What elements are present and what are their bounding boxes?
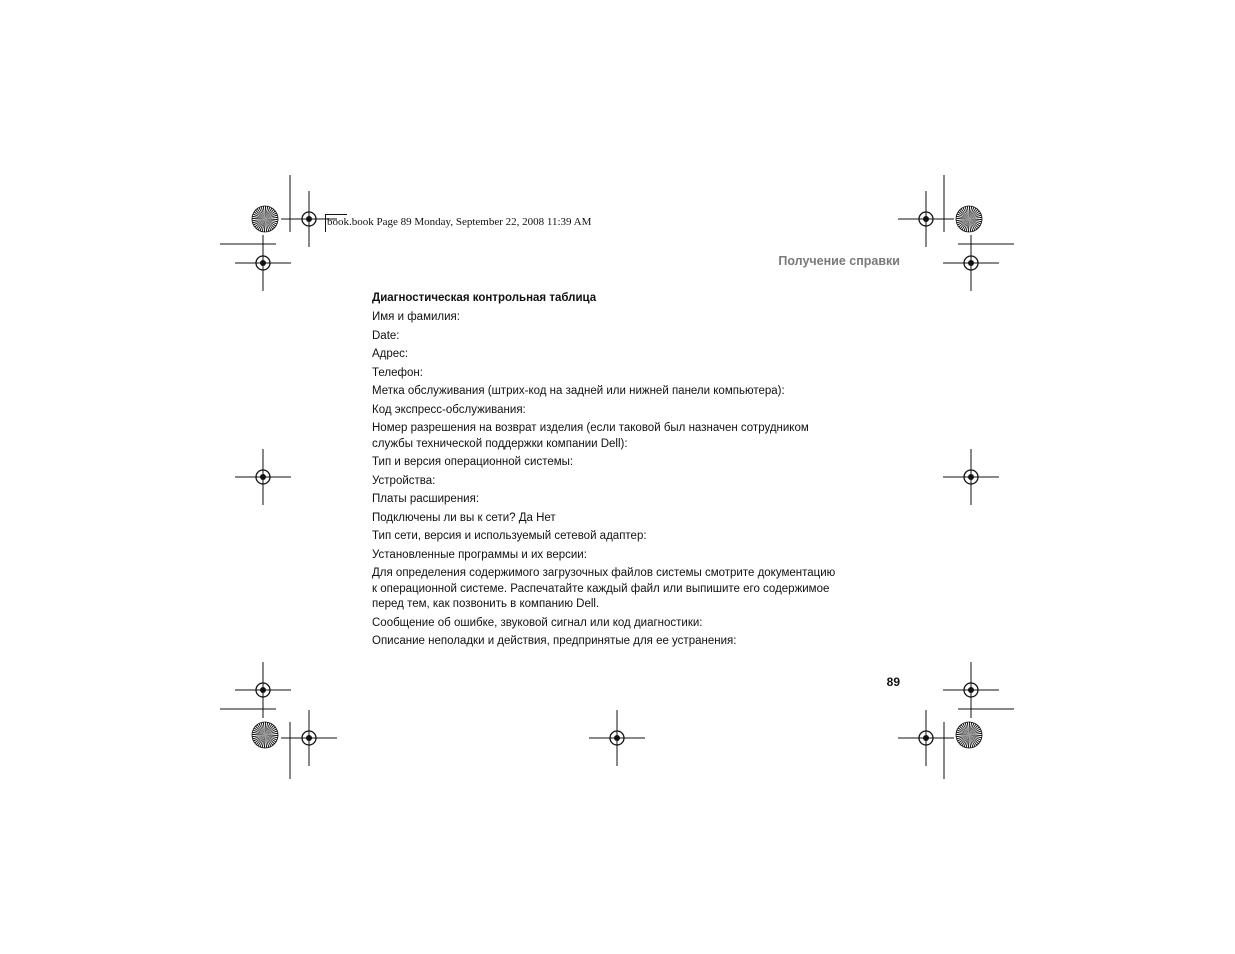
checklist-field: Сообщение об ошибке, звуковой сигнал или код диагностики:: [372, 616, 703, 629]
slug-line: book.book Page 89 Monday, September 22, 2008 11:39 AM: [327, 216, 592, 228]
checklist-field: Тип и версия операционной системы:: [372, 456, 574, 468]
checklist-field: Тип сети, версия и используемый сетевой адаптер:: [372, 530, 647, 542]
checklist-field: Номер разрешения на возврат изделия (если таковой был назначен сотрудником службы технической поддержки компании Dell):: [372, 422, 809, 450]
checklist-field: Адрес:: [372, 348, 409, 360]
registration-starburst-icon: [252, 206, 278, 232]
checklist-field: Устройства:: [372, 474, 436, 487]
checklist-field: Описание неполадки и действия, предпринятые для ее устранения:: [372, 635, 737, 647]
registration-crosshair-icon: [943, 662, 999, 718]
diagnostic-checklist: [372, 291, 872, 653]
checklist-field: Имя и фамилия:: [372, 311, 460, 323]
registration-crosshair-icon: [281, 710, 337, 766]
registration-crosshair-icon: [898, 710, 954, 766]
checklist-fields: [372, 310, 872, 650]
checklist-field: Date:: [372, 329, 400, 342]
checklist-field: Код экспресс-обслуживания:: [372, 403, 526, 416]
registration-crosshair-icon: [235, 235, 291, 291]
checklist-field: Метка обслуживания (штрих-код на задней или нижней панели компьютера):: [372, 385, 785, 397]
registration-crosshair-icon: [898, 191, 954, 247]
checklist-field: Телефон:: [372, 366, 423, 379]
registration-starburst-icon: [956, 722, 982, 748]
running-head: Получение справки: [778, 254, 900, 268]
checklist-title: Диагностическая контрольная таблица: [372, 292, 597, 304]
registration-crosshair-icon: [943, 449, 999, 505]
checklist-field: Для определения содержимого загрузочных файлов системы смотрите документацию к операционной системе. Распечатайте каждый файл или выпишите его содержимое перед тем, как позвонить в компанию Dell.: [372, 567, 836, 610]
registration-starburst-icon: [252, 722, 278, 748]
registration-crosshair-icon: [589, 710, 645, 766]
registration-crosshair-icon: [235, 662, 291, 718]
registration-crosshair-icon: [943, 235, 999, 291]
checklist-field: Установленные программы и их версии:: [372, 548, 587, 561]
registration-starburst-icon: [956, 206, 982, 232]
page-number: 89: [886, 675, 900, 689]
checklist-field: Подключены ли вы к сети? Да Нет: [372, 511, 556, 524]
checklist-field: Платы расширения:: [372, 493, 480, 505]
registration-crosshair-icon: [235, 449, 291, 505]
